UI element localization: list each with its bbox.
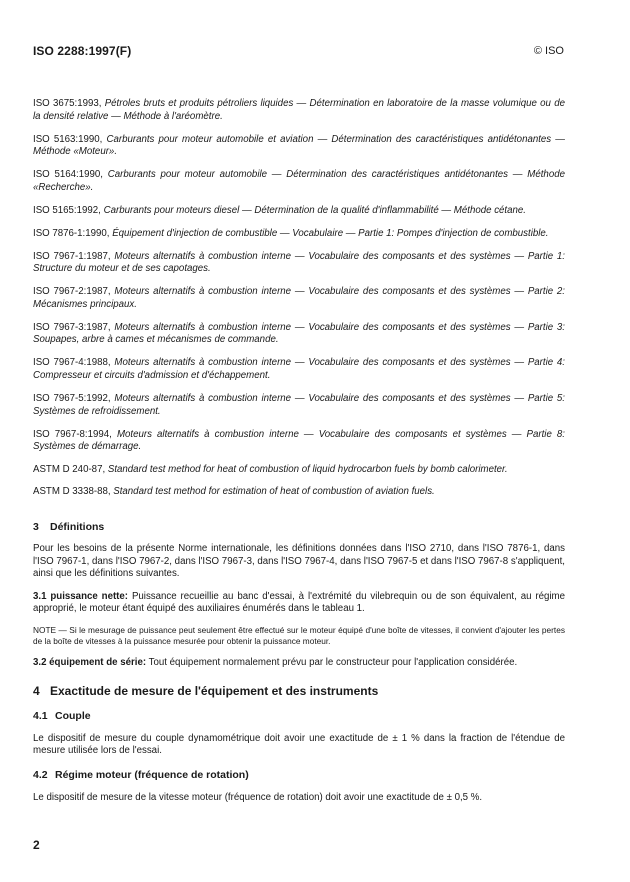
subsection-title: Couple (55, 709, 91, 722)
definition-net-power (33, 591, 565, 616)
reference-title: Pétroles bruts et produits pétroliers liquides — Détermination en laboratoire de la masse volumique ou de la densité relative — Méthode à l'aréomètre. (33, 98, 565, 122)
reference-title: Moteurs alternatifs à combustion interne — Vocabulaire des composants et des systèmes — Partie 3: Soupapes, arbre à cames et mécanismes de commande. (33, 321, 565, 346)
subsection-number: 4.2 (33, 768, 48, 781)
definition-term: puissance nette: (50, 590, 129, 602)
reference-code: ISO 7967-3:1987, (33, 321, 111, 333)
reference-title: Équipement d'injection de combustible — Vocabulaire — Partie 1: Pompes d'injection de combustible. (112, 227, 549, 239)
section-number: 4 (33, 683, 40, 698)
reference-code: ISO 7876-1:1990, (33, 227, 110, 239)
definition-text: Tout équipement normalement prévu par le constructeur pour l'application considérée. (148, 656, 518, 668)
section-3-heading (33, 521, 565, 533)
reference-code: ISO 7967-2:1987, (33, 286, 111, 298)
reference-item (33, 228, 565, 241)
section-title: Définitions (50, 521, 105, 533)
reference-title: Carburants pour moteur automobile et aviation — Détermination des caractéristiques antidétonantes — Méthode «Moteur». (33, 133, 565, 158)
reference-code: ISO 5163:1990, (33, 133, 103, 145)
note-label: NOTE — (33, 624, 67, 635)
reference-code: ASTM D 240-87, (33, 464, 106, 476)
section-number: 3 (33, 521, 39, 533)
reference-item (33, 286, 565, 311)
reference-item (33, 98, 565, 123)
reference-item (33, 464, 565, 477)
note-text: Si le mesurage de puissance peut seulement être effectué sur le moteur équipé d'une boîte de vitesses, il convient d'ajouter les pertes de la boîte de vitesses à la puissance mesurée pour obtenir la puissance moteur. (33, 624, 565, 646)
definition-number: 3.2 (33, 656, 47, 668)
reference-item (33, 357, 565, 382)
reference-title: Standard test method for heat of combustion of liquid hydrocarbon fuels by bomb calorimeter. (107, 464, 508, 476)
section-title: Exactitude de mesure de l'équipement et des instruments (50, 683, 379, 698)
reference-title: Carburants pour moteur automobile — Détermination des caractéristiques antidétonantes — Méthode «Recherche». (33, 169, 565, 193)
definitions-intro: Pour les besoins de la présente Norme internationale, les définitions données dans l'ISO 2710, dans l'ISO 7876-1, dans l'ISO 7967-1, dans l'ISO 7967-2, dans l'ISO 7967-3, dans l'ISO 7967-4, dans l'ISO 7967-5 et dans l'ISO 7967-8 s'appliquent, ainsi que les définitions suivantes. (33, 543, 565, 580)
definition-number: 3.1 (33, 590, 47, 602)
reference-item (33, 169, 565, 194)
reference-title: Moteurs alternatifs à combustion interne — Vocabulaire des composants et des systèmes — Partie 5: Systèmes de refroidissement. (33, 393, 565, 417)
normative-references (33, 98, 565, 509)
subsection-number: 4.1 (33, 709, 48, 722)
reference-item (33, 429, 565, 454)
section-4-heading (33, 684, 565, 698)
reference-item (33, 134, 565, 159)
reference-code: ISO 3675:1993, (33, 98, 102, 109)
note (33, 625, 565, 647)
definition-text: Puissance recueillie au banc d'essai, à l'extrémité du vilebrequin ou de son équivalent, au régime approprié, le moteur étant équipé des auxiliaires énumérés dans le tableau 1. (33, 590, 565, 615)
reference-code: ASTM D 3338-88, (33, 485, 111, 497)
copyright-mark: © ISO (533, 45, 564, 57)
reference-title: Moteurs alternatifs à combustion interne — Vocabulaire des composants et des systèmes — Partie 1: Structure du moteur et de ses capotages. (33, 250, 565, 275)
reference-code: ISO 7967-4:1988, (33, 357, 111, 369)
page-number: 2 (33, 838, 40, 852)
reference-title: Moteurs alternatifs à combustion interne — Vocabulaire des composants et des systèmes — Partie 2: Mécanismes principaux. (33, 286, 565, 310)
reference-title: Standard test method for estimation of heat of combustion of aviation fuels. (113, 485, 435, 497)
main-body (33, 521, 565, 804)
subsection-4-1-heading (33, 710, 565, 722)
definition-standard-equipment (33, 657, 565, 670)
standard-number: ISO 2288:1997(F) (33, 44, 132, 58)
reference-item (33, 205, 565, 218)
engine-speed-paragraph: Le dispositif de mesure de la vitesse moteur (fréquence de rotation) doit avoir une exactitude de ± 0,5 %. (33, 791, 483, 803)
subsection-4-2-heading (33, 769, 565, 781)
reference-code: ISO 7967-5:1992, (33, 393, 111, 405)
reference-item (33, 486, 565, 499)
definition-term: équipement de série: (49, 656, 147, 668)
reference-item (33, 393, 565, 418)
reference-code: ISO 7967-8:1994, (33, 428, 112, 440)
reference-code: ISO 5165:1992, (33, 204, 101, 216)
reference-title: Moteurs alternatifs à combustion interne — Vocabulaire des composants et des systèmes — Partie 4: Compresseur et circuits d'admission et d'échappement. (33, 357, 565, 382)
reference-item (33, 322, 565, 347)
subsection-title: Régime moteur (fréquence de rotation) (55, 768, 249, 781)
torque-paragraph: Le dispositif de mesure du couple dynamométrique doit avoir une exactitude de ± 1 % dans la fraction de l'étendue de mesure utilisée lors de l'essai. (33, 732, 565, 757)
reference-title: Moteurs alternatifs à combustion interne — Vocabulaire des composants et systèmes — Partie 8: Systèmes de démarrage. (33, 428, 565, 453)
reference-title: Carburants pour moteurs diesel — Détermination de la qualité d'inflammabilité — Méthode cétane. (103, 204, 526, 216)
reference-code: ISO 5164:1990, (33, 169, 103, 181)
reference-code: ISO 7967-1:1987, (33, 250, 111, 262)
reference-item (33, 251, 565, 276)
